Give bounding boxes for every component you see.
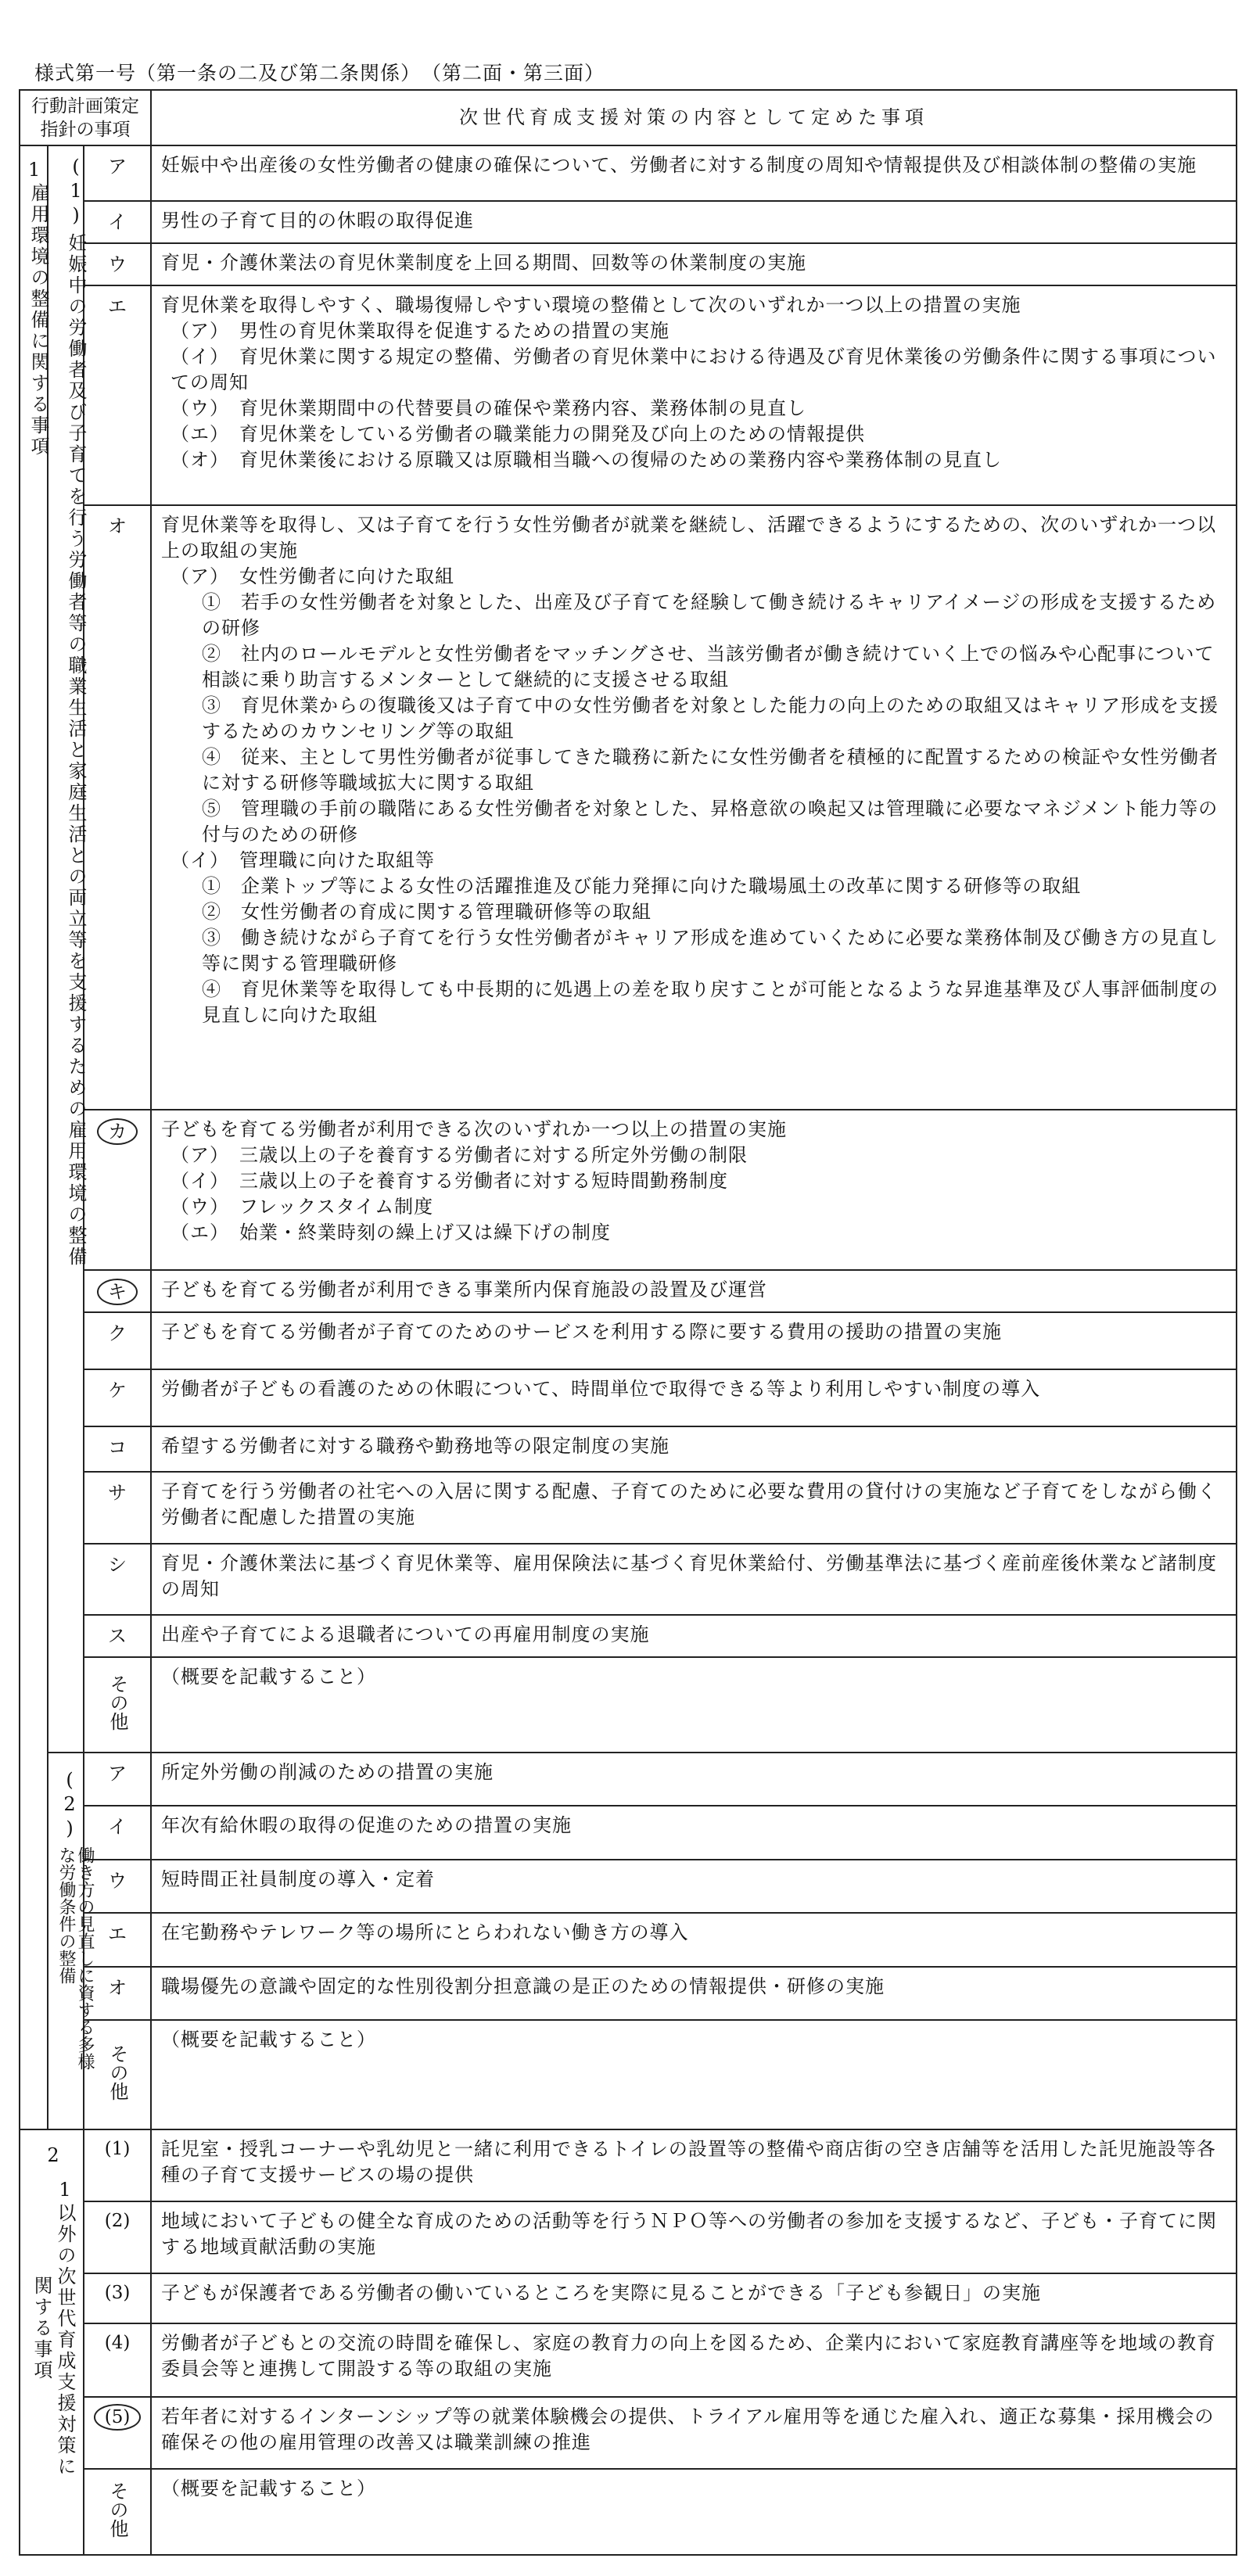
item-text-cell: [151, 1913, 1237, 1967]
item-text-cell: [151, 2201, 1237, 2273]
item-label: ク: [108, 1322, 127, 1344]
item-text-cell: [151, 1426, 1237, 1471]
item-text-line: ④ 育児休業等を取得しても中長期的に処遇上の差を取り戻すことが可能となるような昇進基準及び人事評価制度の見直しに向けた取組: [202, 978, 1219, 1026]
table-row: [20, 1110, 1237, 1270]
table-row: [20, 243, 1237, 285]
item-text-line: （ウ） 育児休業期間中の代替要員の確保や業務内容、業務体制の見直し: [171, 396, 807, 419]
item-label: エ: [108, 295, 127, 318]
item-label-cell: [84, 1753, 151, 1806]
item-text-line: （概要を記載すること）: [161, 1666, 377, 1688]
item-text-line: （イ） 三歳以上の子を養育する労働者に対する短時間勤務制度: [171, 1169, 729, 1192]
table-row: [20, 1657, 1237, 1753]
table-row: [20, 285, 1237, 505]
table-row: [20, 1544, 1237, 1616]
table-row: [20, 201, 1237, 243]
header-guideline-label: 行動計画策定指針の事項: [31, 95, 140, 140]
item-text-cell: [151, 2469, 1237, 2555]
action-plan-table: [19, 89, 1237, 2556]
item-text-line: 若年者に対するインターンシップ等の就業体験機会の提供、トライアル雇用等を通じた雇入れ、適正な募集・採用機会の確保その他の雇用管理の改善又は職業訓練の推進: [161, 2405, 1215, 2453]
table-row: [20, 2020, 1237, 2129]
item-text-line: 子どもを育てる労働者が利用できる次のいずれか一つ以上の措置の実施: [161, 1118, 788, 1140]
header-content-cell: [151, 90, 1237, 145]
item-text-line: 子どもが保護者である労働者の働いているところを実際に見ることができる「子ども参観日」の実施: [161, 2281, 1042, 2304]
item-text-cell: [151, 1615, 1237, 1657]
item-text-line: 妊娠中や出産後の女性労働者の健康の確保について、労働者に対する制度の周知や情報提供及び相談体制の整備の実施: [161, 154, 1197, 177]
item-label: ウ: [108, 1869, 127, 1892]
subsection2-heading-cell: [48, 1753, 95, 2130]
item-text-line: （概要を記載すること）: [161, 2029, 377, 2051]
table-row: [20, 1369, 1237, 1426]
table-row: [20, 2129, 1237, 2201]
section1-heading-cell: [20, 145, 48, 2129]
table-row: [20, 2323, 1237, 2397]
item-label-cell: [84, 1369, 151, 1426]
item-text-cell: [151, 1967, 1237, 2021]
table-row: [20, 1270, 1237, 1312]
item-text-line: 希望する労働者に対する職務や勤務地等の限定制度の実施: [161, 1435, 670, 1458]
table-row: [20, 1615, 1237, 1657]
item-label: (2): [104, 2211, 131, 2231]
header-content-label: 次世代育成支援対策の内容として定めた事項: [459, 106, 929, 129]
item-label: オ: [108, 1976, 127, 1999]
table-row: [20, 1312, 1237, 1369]
item-text-line: ④ 従来、主として男性労働者が従事してきた職務に新たに女性労働者を積極的に配置するための検証や女性労働者に対する研修等職域拡大に関する取組: [202, 745, 1219, 794]
item-text-cell: [151, 2397, 1237, 2469]
item-text-cell: [151, 243, 1237, 285]
item-label-cell: [84, 145, 151, 201]
header-guideline-cell: [20, 90, 151, 145]
item-label: ケ: [108, 1379, 127, 1402]
subsection2-title: 働き方の見直しに資する多様な労働条件の整備: [56, 1846, 95, 2070]
item-label: ア: [108, 1762, 127, 1785]
table-row: [20, 2201, 1237, 2273]
item-text-line: 在宅勤務やテレワーク等の場所にとらわれない働き方の導入: [161, 1921, 689, 1944]
item-text-cell: [151, 1806, 1237, 1860]
item-text-line: ③ 育児休業からの復職後又は子育て中の女性労働者を対象とした能力の向上のための取組又はキャリア形成を支援するためのカウンセリング等の取組: [202, 694, 1219, 742]
item-label-cell: [84, 505, 151, 1110]
item-label: コ: [108, 1437, 127, 1459]
item-text-cell: [151, 1472, 1237, 1544]
table-row: [20, 2469, 1237, 2555]
table-row: [20, 1967, 1237, 2021]
item-text-line: 労働者が子どもの看護のための休暇について、時間単位で取得できる等より利用しやすい制度の導入: [161, 1378, 1041, 1401]
item-label-cell: [84, 1426, 151, 1471]
item-text-line: 託児室・授乳コーナーや乳幼児と一緒に利用できるトイレの設置等の整備や商店街の空き店舗等を活用した託児施設等各種の子育て支援サービスの場の提供: [161, 2138, 1216, 2187]
item-text-cell: [151, 201, 1237, 243]
item-text-line: （エ） 始業・終業時刻の繰上げ又は繰下げの制度: [171, 1221, 612, 1243]
item-label: オ: [108, 515, 127, 537]
item-text-line: 男性の子育て目的の休暇の取得促進: [161, 210, 475, 232]
item-text-cell: [151, 1110, 1237, 1270]
item-text-line: 所定外労働の削減のための措置の実施: [161, 1760, 494, 1783]
circled-item-label: (5): [94, 2404, 142, 2431]
item-label: イ: [108, 211, 127, 234]
item-text-cell: [151, 1270, 1237, 1312]
item-label: (3): [104, 2282, 131, 2303]
item-text-cell: [151, 2273, 1237, 2323]
table-row: [20, 1753, 1237, 1806]
item-text-line: 育児・介護休業法の育児休業制度を上回る期間、回数等の休業制度の実施: [161, 252, 807, 274]
item-label-cell: [84, 1270, 151, 1312]
item-text-line: 子どもを育てる労働者が利用できる事業所内保育施設の設置及び運営: [161, 1278, 768, 1301]
item-text-line: 子育てを行う労働者の社宅への入居に関する配慮、子育てのために必要な費用の貸付けの実施など子育てをしながら働く労働者に配慮した措置の実施: [161, 1480, 1218, 1528]
item-label: (4): [104, 2332, 131, 2353]
item-label-cell: [84, 2129, 151, 2201]
item-label-cell: [84, 1657, 151, 1753]
item-text-line: 出産や子育てによる退職者についての再雇用制度の実施: [161, 1623, 650, 1646]
item-text-line: （ウ） フレックスタイム制度: [171, 1195, 434, 1218]
other-label: その他: [106, 2044, 129, 2101]
item-text-line: 子どもを育てる労働者が子育てのためのサービスを利用する際に要する費用の援助の措置の実施: [161, 1320, 1003, 1343]
item-text-line: （ア） 女性労働者に向けた取組: [171, 565, 455, 587]
section2-number: 2: [47, 2144, 59, 2167]
section1-number: 1: [28, 159, 41, 181]
table-row: [20, 1913, 1237, 1967]
item-text-line: ② 社内のロールモデルと女性労働者をマッチングさせ、当該労働者が働き続けていく上での悩みや心配事について相談に乗り助言するメンターとして継続的に支援させる取組: [202, 642, 1215, 691]
item-label-cell: [84, 1312, 151, 1369]
table-row: [20, 2397, 1237, 2469]
item-label-cell: [84, 201, 151, 243]
item-text-line: ① 企業トップ等による女性の活躍推進及び能力発揮に向けた職場風土の改革に関する研修等の取組: [202, 874, 1082, 897]
item-label: イ: [108, 1816, 127, 1839]
item-label-cell: [84, 1472, 151, 1544]
table-row: [20, 1806, 1237, 1860]
item-label-cell: [84, 2469, 151, 2555]
item-text-line: ① 若手の女性労働者を対象とした、出産及び子育てを経験して働き続けるキャリアイメージの形成を支援するための研修: [202, 590, 1217, 639]
item-text-cell: [151, 1544, 1237, 1616]
item-text-line: 短時間正社員制度の導入・定着: [161, 1867, 436, 1890]
item-label-cell: [84, 1544, 151, 1616]
section1-title: 雇用環境の整備に関する事項: [27, 183, 49, 458]
item-label: (1): [104, 2139, 131, 2160]
table-row: [20, 1426, 1237, 1471]
other-label: その他: [106, 1674, 129, 1731]
item-text-line: （概要を記載すること）: [161, 2477, 377, 2499]
item-text-line: 職場優先の意識や固定的な性別役割分担意識の是正のための情報提供・研修の実施: [161, 1975, 885, 1997]
item-label: ア: [108, 156, 127, 178]
item-label: ウ: [108, 253, 127, 276]
item-text-line: （ア） 三歳以上の子を養育する労働者に対する所定外労働の制限: [171, 1143, 748, 1166]
form-title: 様式第一号（第一条の二及び第二条関係） （第二面・第三面）: [34, 62, 605, 84]
item-label-cell: [84, 243, 151, 285]
other-label: その他: [106, 2481, 129, 2538]
item-text-line: （イ） 育児休業に関する規定の整備、労働者の育児休業中における待遇及び育児休業後の労働条件に関する事項についての周知: [171, 345, 1217, 393]
item-text-line: （オ） 育児休業後における原職又は原職相当職への復帰のための業務内容や業務体制の見直し: [171, 448, 1003, 471]
item-text-line: ③ 働き続けながら子育てを行う女性労働者がキャリア形成を進めていくために必要な業務体制及び働き方の見直し等に関する管理職研修: [202, 926, 1219, 974]
item-text-line: ② 女性労働者の育成に関する管理職研修等の取組: [202, 900, 652, 923]
item-label-cell: [84, 2273, 151, 2323]
section2-heading-cell: [20, 2129, 84, 2555]
table-row: [20, 2273, 1237, 2323]
item-label: サ: [108, 1481, 127, 1504]
item-text-cell: [151, 285, 1237, 505]
item-text-cell: [151, 505, 1237, 1110]
table-row: [20, 1860, 1237, 1914]
item-label-cell: [84, 2201, 151, 2273]
section2-title: 1以外の次世代育成支援対策に関する事項: [31, 2179, 76, 2478]
subsection1-heading-cell: [48, 145, 87, 1753]
item-text-line: 育児・介護休業法に基づく育児休業等、雇用保険法に基づく育児休業給付、労働基準法に基づく産前産後休業など諸制度の周知: [161, 1552, 1218, 1600]
subsection2-number: (2): [59, 1768, 81, 1842]
subsection1-number: (1): [65, 156, 87, 229]
item-label: シ: [108, 1553, 127, 1576]
item-text-cell: [151, 1860, 1237, 1914]
circled-item-label: カ: [97, 1118, 138, 1145]
item-label-cell: [84, 2397, 151, 2469]
item-text-cell: [151, 1657, 1237, 1753]
item-text-cell: [151, 2020, 1237, 2129]
item-text-line: （ア） 男性の育児休業取得を促進するための措置の実施: [171, 319, 670, 342]
item-text-line: （エ） 育児休業をしている労働者の職業能力の開発及び向上のための情報提供: [171, 422, 866, 445]
item-label-cell: [84, 2323, 151, 2397]
item-text-line: ⑤ 管理職の手前の職階にある女性労働者を対象とした、昇格意欲の喚起又は管理職に必要なマネジメント能力等の付与のための研修: [202, 797, 1219, 845]
item-text-line: 労働者が子どもとの交流の時間を確保し、家庭の教育力の向上を図るため、企業内において家庭教育講座等を地域の教育委員会等と連携して開設する等の取組の実施: [161, 2331, 1217, 2380]
item-text-line: （イ） 管理職に向けた取組等: [171, 849, 436, 871]
circled-item-label: キ: [97, 1279, 138, 1305]
item-label-cell: [84, 1615, 151, 1657]
item-text-cell: [151, 1369, 1237, 1426]
item-text-line: 年次有給休暇の取得の促進のための措置の実施: [161, 1814, 573, 1837]
table-row: [20, 1472, 1237, 1544]
item-label: ス: [108, 1625, 127, 1648]
item-text-cell: [151, 145, 1237, 201]
subsection1-title: 妊娠中の労働者及び子育てを行う労働者等の職業生活と家庭生活との両立等を支援するための雇用環境の整備: [65, 233, 87, 1268]
item-text-cell: [151, 2129, 1237, 2201]
item-text-line: 育児休業等を取得し、又は子育てを行う女性労働者が就業を継続し、活躍できるようにするための、次のいずれか一つ以上の取組の実施: [161, 513, 1217, 561]
table-row: [20, 505, 1237, 1110]
item-label-cell: [84, 285, 151, 505]
item-text-cell: [151, 1312, 1237, 1369]
item-label-cell: [84, 1110, 151, 1270]
item-text-cell: [151, 2323, 1237, 2397]
item-text-line: 地域において子どもの健全な育成のための活動等を行うＮＰＯ等への労働者の参加を支援するなど、子ども・子育てに関する地域貢献活動の実施: [161, 2210, 1218, 2258]
table-row: [20, 145, 1237, 201]
item-text-cell: [151, 1753, 1237, 1806]
item-label: エ: [108, 1923, 127, 1946]
item-text-line: 育児休業を取得しやすく、職場復帰しやすい環境の整備として次のいずれか一つ以上の措置の実施: [161, 293, 1021, 316]
